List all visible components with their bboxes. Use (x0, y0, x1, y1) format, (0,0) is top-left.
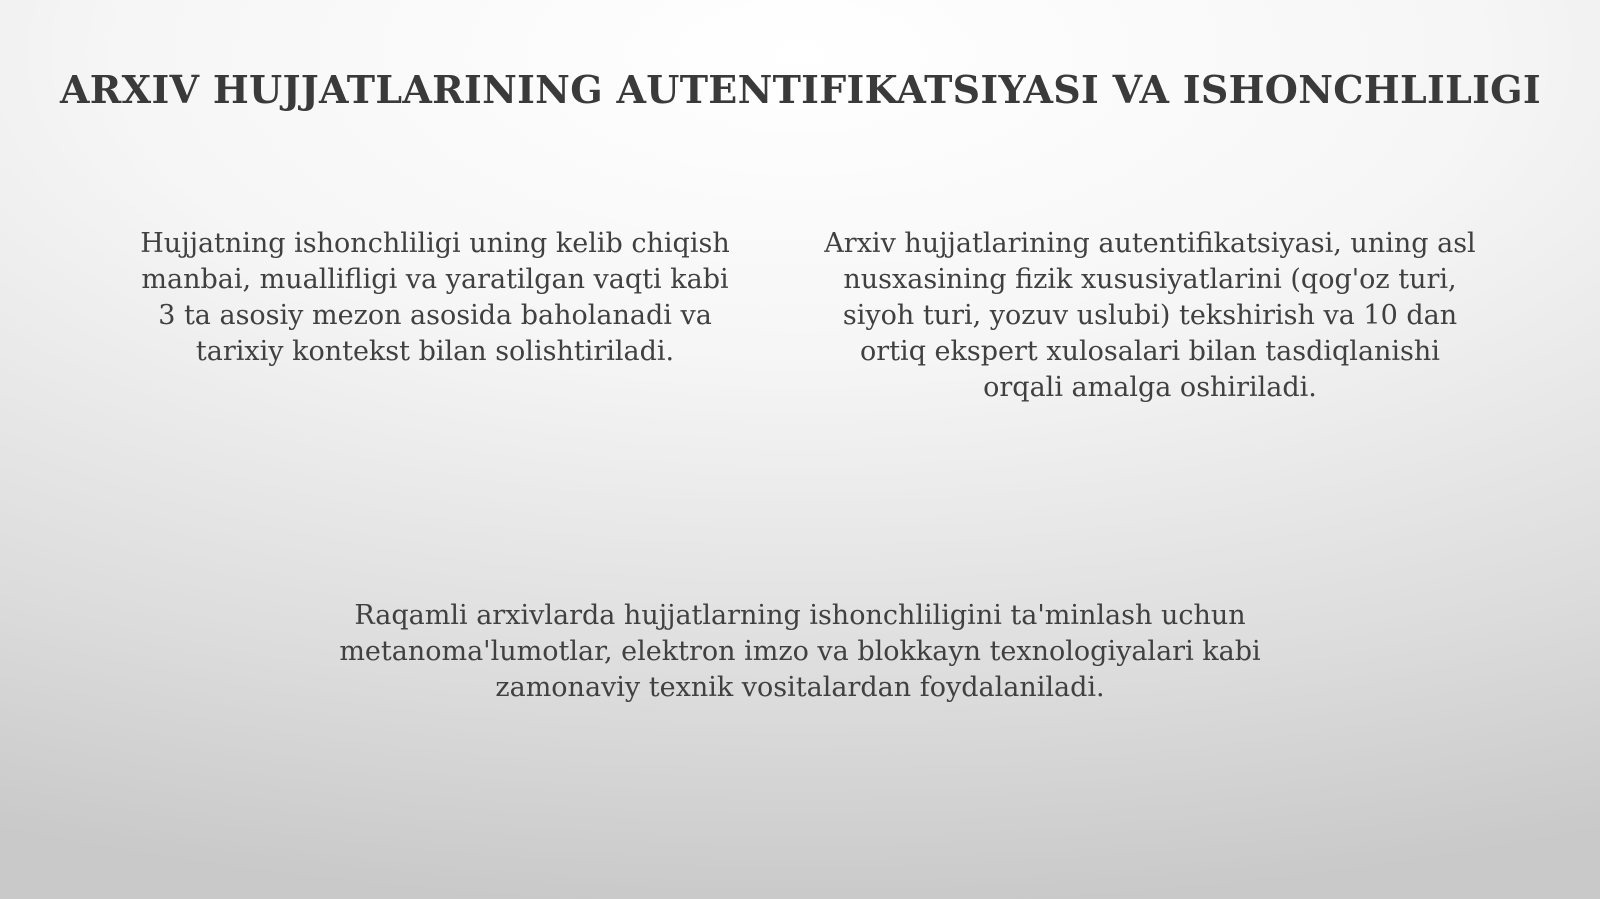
authentication-paragraph: Arxiv hujjatlarining autentifikatsiyasi, uning asl nusxasining fizik xususiyatlarini (qog'oz turi, siyoh turi, yozuv uslubi) tekshirish va 10 dan ortiq ekspert xulosalari bilan tasdiqlanishi orqali amalga oshiriladi. (824, 228, 1476, 403)
digital-archives-paragraph: Raqamli arxivlarda hujjatlarning ishonchliligini ta'minlash uchun metanoma'lumotlar, elektron imzo va blokkayn texnologiyalari kabi zamonaviy texnik vositalardan foydalaniladi. (339, 600, 1261, 703)
slide-title: ARXIV HUJJATLARINING AUTENTIFIKATSIYASI VA ISHONCHLILIGI (60, 67, 1541, 112)
reliability-criteria-paragraph: Hujjatning ishonchliligi uning kelib chiqish manbai, muallifligi va yaratilgan vaqti kabi 3 ta asosiy mezon asosida baholanadi va tarixiy kontekst bilan solishtiriladi. (140, 228, 730, 367)
